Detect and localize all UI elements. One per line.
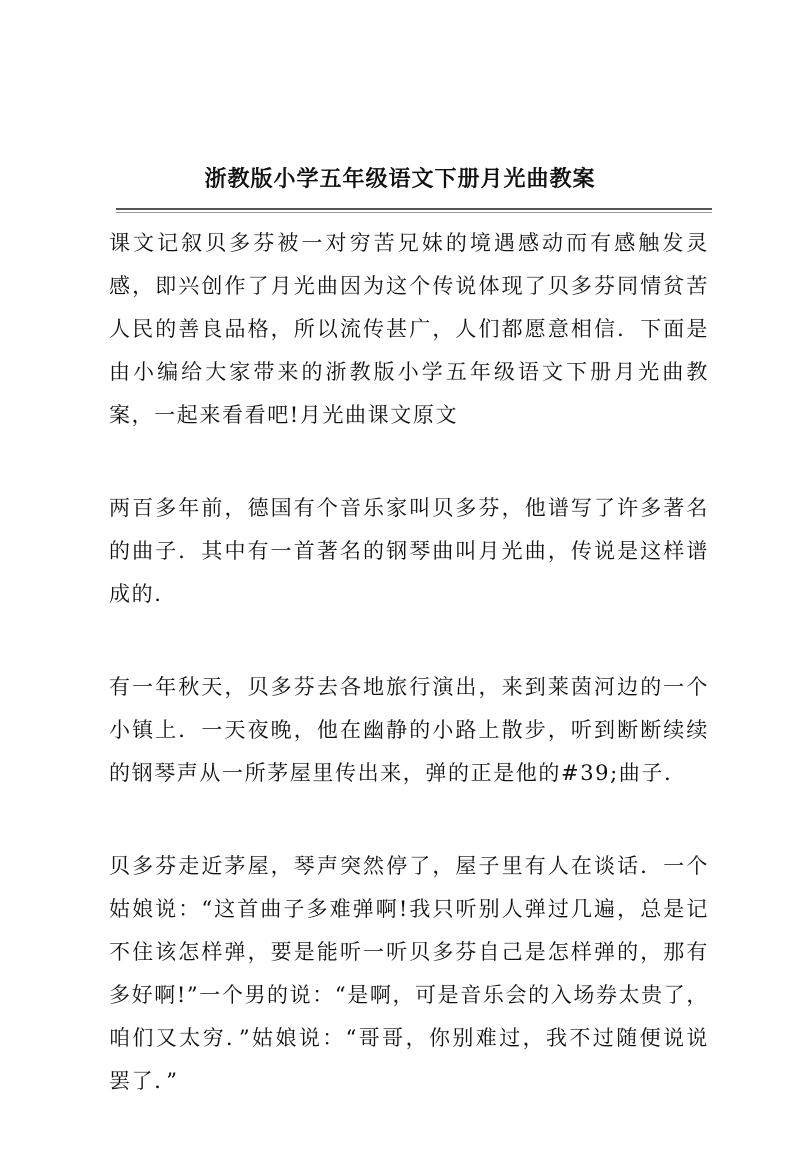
title-divider-secondary [116,212,712,213]
title-divider [116,208,712,210]
paragraph-two-hundred-years: 两百多年前，德国有个音乐家叫贝多芬，他谱写了许多著名的曲子．其中有一首著名的钢琴曲叫月光曲，传说是这样谱成的. [109,496,709,606]
paragraph-cottage: 贝多芬走近茅屋，琴声突然停了，屋子里有人在谈话．一个姑娘说：“这首曲子多难弹啊!我只听别人弹过几遍，总是记不住该怎样弹，要是能听一听贝多芬自己是怎样弹的，那有多好啊!”一个男的说：“是啊，可是音乐会的入场券太贵了，咱们又太穷．”姑娘说：“哥哥，你别难过，我不过随便说说罢了．” [109,854,709,1093]
document-title: 浙教版小学五年级语文下册月光曲教案 [204,166,596,192]
paragraph-intro: 课文记叙贝多芬被一对穷苦兄妹的境遇感动而有感触发灵感，即兴创作了月光曲因为这个传说体现了贝多芬同情贫苦人民的善良品格，所以流传甚广，人们都愿意相信．下面是由小编给大家带来的浙教版小学五年级语文下册月光曲教案，一起来看看吧!月光曲课文原文 [109,231,709,427]
paragraph-autumn: 有一年秋天，贝多芬去各地旅行演出，来到莱茵河边的一个小镇上．一天夜晚，他在幽静的小路上散步，听到断断续续的钢琴声从一所茅屋里传出来，弹的正是他的#39;曲子. [109,675,709,785]
document-body [109,222,709,1153]
